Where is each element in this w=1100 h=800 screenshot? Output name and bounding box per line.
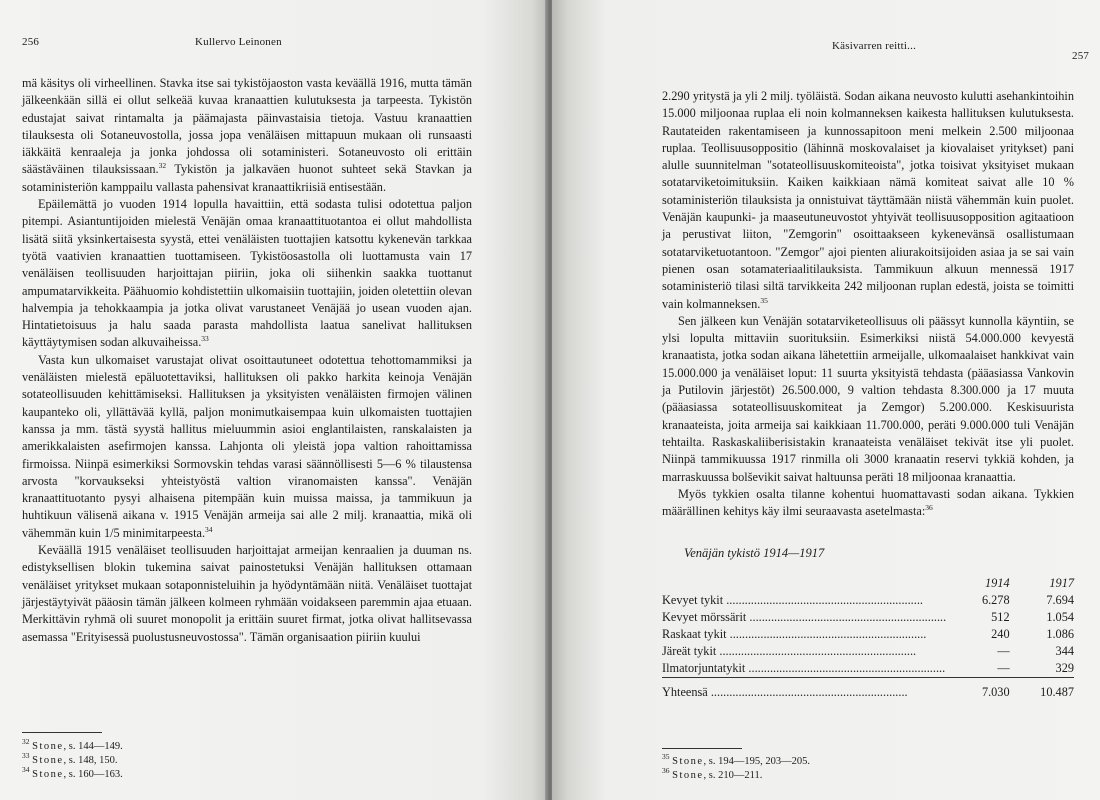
footnote: $^{34}$ Stone, s. 160—163. <box>22 765 123 780</box>
paragraph: Vasta kun ulkomaiset varustajat olivat osoittautuneet odotettua tehottomammiksi ja venäläisten mielestä epäluotettaviksi, hallituksen oli pakko harkita keinoja Venäjän sotateollisuuden kehittämiseksi. Hallituksen ja yksityisten venäläisten firmojen välinen kaupanteko oli, yllättävää kyllä, paljon monimutkaisempaa kuin ulkomaisten tuottajien kanssa ja mm. tästä syystä hallitus mieluummin asioi englantilaisten, ranskalaisten ja amerikkalaisten asefirmojen kanssa. Lahjonta oli yleistä jopa valtion rahoittamissa firmoissa. Niinpä esimerkiksi Sormovskin tehdas varasi säännöllisesti 5—6 % tilaustensa arvosta "korvaukseksi yhteistyöstä valtion viranomaisten kanssa". Venäjän kranaattituotanto pysyi alhaisena pitempään kuin muissa maissa, ja tammikuun ja huhtikuun välisenä aikana v. 1915 Venäjän armeija sai alle 2 milj. kranaattia, mikä oli vähemmän kuin 1/5 minimitarpeesta.$^{34}$ <box>22 352 472 540</box>
table-row <box>662 592 1074 609</box>
row-label: Kevyet mörssärit ................................................................ <box>662 610 947 624</box>
cell: 7.694 <box>1046 593 1074 607</box>
cell: 240 <box>991 627 1010 641</box>
paragraph: Myös tykkien osalta tilanne kohentui huomattavasti sodan aikana. Tykkien määrällinen kehitys käy ilmi seuraavasta asetelmasta:$^{36}$ <box>662 486 1074 519</box>
paragraph: Keväällä 1915 venäläiset teollisuuden harjoittajat armeijan kenraalien ja duuman ns. edistyksellisen blokin tukemina saivat painostetuksi Venäjän hallituksen ottamaan venäläiset yritykset mukaan sotaponnisteluihin ja hyödyntämään niitä. Venäläiset tuottajat järjestäytyivät pääosin tämän jälkeen kolmeen ryhmään voidakseen paremmin ajaa etuaan. Merkittävin ryhmä oli suuret monopolit ja erittäin suuret firmat, jotka olivat hallitsevassa asemassa "Erityisessä puolustusneuvostossa". Tämän organisaation piiriin kuului <box>22 543 472 644</box>
footnote: $^{33}$ Stone, s. 148, 150. <box>22 751 118 766</box>
table-row <box>662 660 1074 678</box>
row-label: Järeät tykit ................................................................ <box>662 644 917 658</box>
footnotes-right <box>662 752 811 783</box>
row-label: Kevyet tykit ................................................................ <box>662 593 923 607</box>
cell: 344 <box>1055 644 1074 658</box>
cell: 512 <box>991 610 1010 624</box>
footnote: $^{36}$ Stone, s. 210—211. <box>662 766 763 781</box>
row-label: Ilmatorjuntatykit ................................................................ <box>662 661 946 675</box>
table-row <box>662 626 1074 643</box>
page-number-left: 256 <box>22 36 40 48</box>
column-header: 1914 <box>985 575 1010 590</box>
running-head-right: Käsivarren reitti... <box>832 40 917 52</box>
footnote: $^{35}$ Stone, s. 194—195, 203—205. <box>662 752 811 767</box>
paragraph: 2.290 yritystä ja yli 2 milj. työläistä. Sodan aikana neuvosto kulutti asehankintoihin 15.000 miljoonaa ruplaa eli noin kolmanneksen kaikesta hallituksen kulutuksesta. Rautateiden rakentamiseen ja kunnossapitoon meni melkein 2.500 miljoonaa ruplaa. Teollisuusoppositio (lähinnä moskovalaiset ja kiovalaiset yritykset) pani alulle suunnitelman "sotateollisuuskomiteoista", jotka toisivat yksityiset mukaan sotatarviketoimituksiin. Kaiken kaikkiaan nämä komiteat saivat alle 10 % sotaministeriön tilauksista ja onnistuivat täyttämään niistä vähemmän kuin puolet. Venäjän kaupunki- ja maaseutuneuvostot yhtyivät teollisuusopposition agitaatioon ja perustivat liiton, "Zemgorin" osoittaakseen kykenevänsä osallistumaan sotatarviketuotantoon. "Zemgor" ajoi pienten aliurakoitsijoiden asiaa ja se sai vain pienen osan sotamateriaalitilauksista. Tammikuun alkuun mennessä 1917 sotaministeriö tilasi siltä tarvikkeita 242 miljoonan ruplan edestä, joista se toimitti vain kolmanneksen.$^{35}$ <box>662 89 1074 311</box>
paragraph: mä käsitys oli virheellinen. Stavka itse sai tykistöjaoston vasta keväällä 1916, mutta tämän jälkeenkään sillä ei ollut selkeää kuvaa kranaattien kulutuksesta ja tarpeesta. Tykistön edustajat saivat rintamalta ja päämajasta päinvastaisia tietoja. Vastuu kranaattien tilauksesta oli Sotaneuvostolla, jossa jopa venäläisen mittapuun mukaan oli runsaasti iäkkäitä kenraaleja ja jonka johdossa oli sotaministeri. Sotaneuvosto oli erittäin säästäväinen tilauksissaan.$^{32}$ Tykistön ja jalkaväen huonot suhteet sekä Stavkan ja sotaministeriön kamppailu vallasta pahensivat kranaattikriisiä entisestään. <box>22 76 472 194</box>
footnote-rule <box>662 748 742 749</box>
table-total-row <box>662 678 1074 702</box>
cell: — <box>997 661 1010 675</box>
footnote-rule <box>22 732 102 733</box>
left-body-text <box>22 75 472 646</box>
cell: 10.487 <box>1010 678 1074 702</box>
artillery-table <box>662 574 1074 701</box>
right-body-text <box>662 88 1074 520</box>
table-row <box>662 643 1074 660</box>
cell: 1.086 <box>1046 627 1074 641</box>
left-page <box>0 0 548 800</box>
table-header <box>662 574 1074 592</box>
cell: 7.030 <box>946 678 1009 702</box>
footnote: $^{32}$ Stone, s. 144—149. <box>22 737 123 752</box>
table-row <box>662 609 1074 626</box>
footnotes-left <box>22 737 123 782</box>
row-label: Yhteensä ................................................................ <box>662 678 946 702</box>
cell: 329 <box>1055 661 1074 675</box>
right-page <box>552 0 1100 800</box>
column-header: 1917 <box>1049 575 1074 590</box>
paragraph: Epäilemättä jo vuoden 1914 lopulla havaittiin, että sodasta tulisi odotettua paljon pitempi. Asiantuntijoiden mielestä Venäjän omaa kranaattituotantoa ei ollut mahdollista lisätä siitä yksinkertaisesta syystä, ettei venäläisten tuottajien katsottu kykenevän tarkkaa työtä vaativien kranaattien tuottamiseen. Tykistöosastolla oli luottamusta vain 17 venäläisen teollisuuden harjoittajan piiriin, joka oli siihenkin saakka tuottanut ampumatarvikkeita. Päähuomio kohdistettiin ulkomaisiin tuottajiin, joiden oletettiin olevan halvempia ja tehokkaampia ja jotka olivat varustaneet Venäjää jo usean vuoden ajan. Hintatietoisuus ja halu saada parasta mahdollista laatua sanelivat hallituksen käyttäytymisen sodan alkuvaiheissa.$^{33}$ <box>22 197 472 350</box>
row-label: Raskaat tykit ................................................................ <box>662 627 927 641</box>
page-number-right: 257 <box>1072 50 1090 62</box>
table-title: Venäjän tykistö 1914—1917 <box>684 546 825 560</box>
cell: — <box>997 644 1010 658</box>
cell: 1.054 <box>1046 610 1074 624</box>
paragraph: Sen jälkeen kun Venäjän sotatarviketeollisuus oli päässyt kunnolla käyntiin, se ylsi lopulta mittaviin suorituksiin. Esimerkiksi niistä 54.000.000 kevyestä kranaatista, jotka sodan aikana lähetettiin armeijalle, ulkomaalaiset hankkivat vain 15.000.000 ja venäläiset loput: 11 suurta yksityistä tehdasta (pääasiassa Vankovin ja Putilovin järjestöt) 26.500.000, 9 valtion tehdasta 8.300.000 ja 17 muuta (pääasiassa sotateollisuuskomiteat ja Zemgor) 5.200.000. Keskisuurista kranaateista, joita armeija sai kaikkiaan 11.700.000, peräti 9.000.000 tuli Venäjän tehtailta. Raskaskaliiberisistakin kranaateista venäläiset tekivät itse yli puolet. Niinpä tammikuussa 1917 rinmilla oli 3000 kranaatin reservi tykkiä kohden, ja marraskuussa bolševikit saivat haltuunsa peräti 18 miljoonaa kranaattia. <box>662 313 1074 484</box>
cell: 6.278 <box>981 593 1010 607</box>
running-head-left: Kullervo Leinonen <box>195 36 282 48</box>
